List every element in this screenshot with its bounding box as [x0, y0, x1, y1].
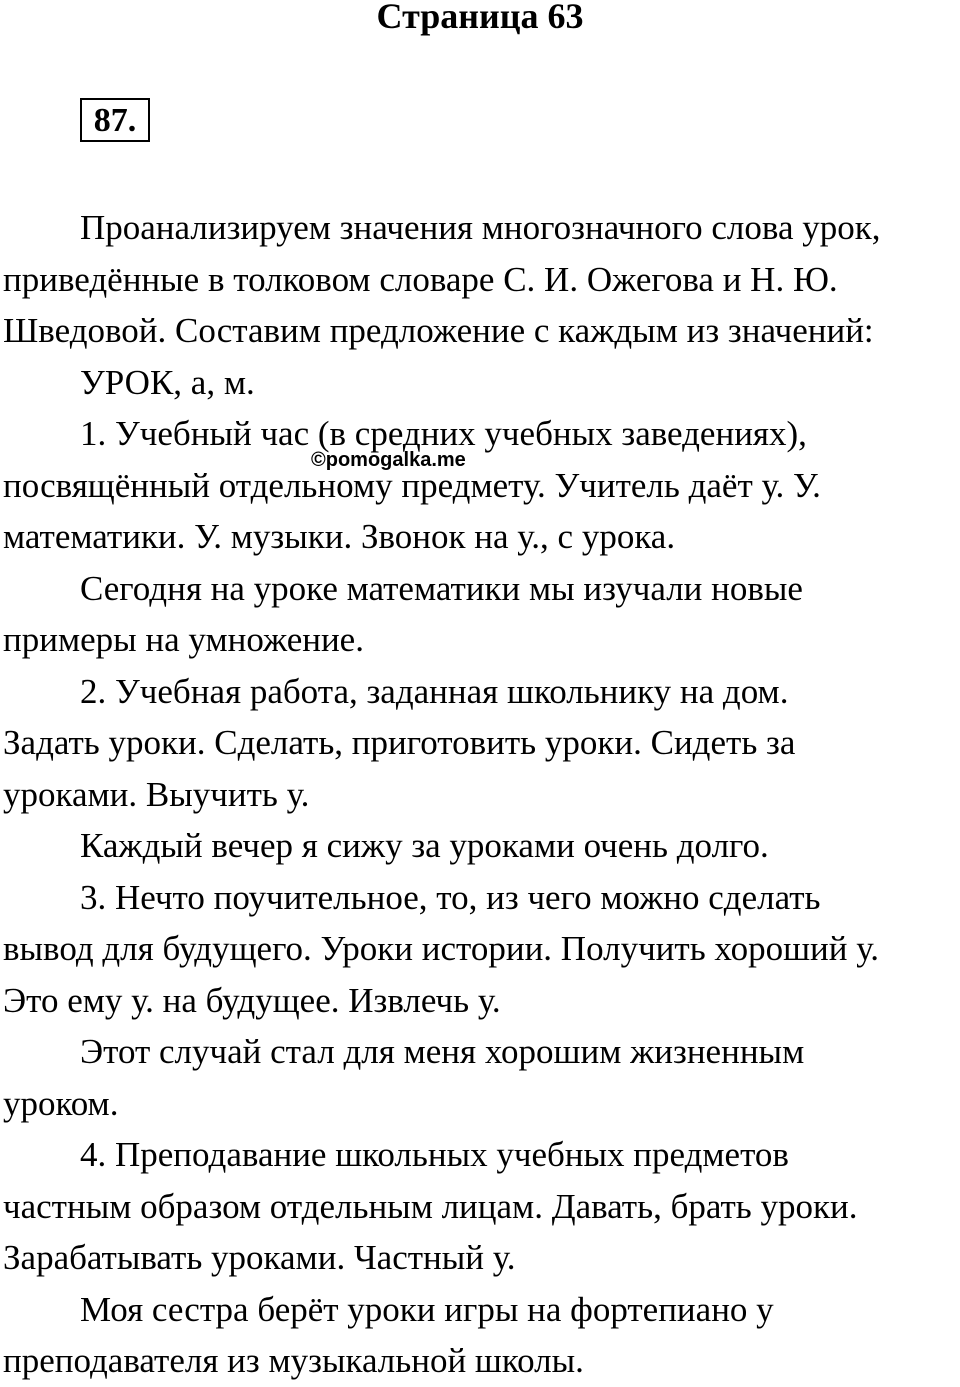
- text-line: Зарабатывать уроками. Частный у.: [3, 1238, 516, 1277]
- text-line: вывод для будущего. Уроки истории. Получить хороший у.: [3, 929, 879, 968]
- text-line: Каждый вечер я сижу за уроками очень долго.: [80, 826, 769, 865]
- page-title: Страница 63: [376, 0, 584, 36]
- text-line: уроком.: [3, 1083, 119, 1123]
- text-line: Моя сестра берёт уроки игры на фортепиано у: [80, 1289, 774, 1329]
- text-line: 1. Учебный час (в средних учебных заведениях),: [80, 414, 807, 453]
- text-line: посвящённый отдельному предмету. Учитель даёт у. У.: [3, 465, 821, 505]
- text-line: 3. Нечто поучительное, то, из чего можно сделать: [80, 877, 821, 917]
- task-number-box: 87.: [80, 98, 150, 142]
- text-line: Шведовой. Составим предложение с каждым из значений:: [3, 311, 874, 350]
- text-line: УРОК, а, м.: [80, 362, 255, 402]
- answer-text: [3, 202, 958, 1387]
- watermark: ©pomogalka.me: [311, 449, 466, 471]
- text-line: Сегодня на уроке математики мы изучали новые: [80, 568, 803, 608]
- text-line: 2. Учебная работа, заданная школьнику на дом.: [80, 671, 789, 711]
- text-line: Задать уроки. Сделать, приготовить уроки. Сидеть за: [3, 723, 796, 762]
- text-line: приведённые в толковом словаре С. И. Ожегова и Н. Ю.: [3, 259, 838, 299]
- text-line: Этот случай стал для меня хорошим жизненным: [80, 1032, 805, 1071]
- text-line: примеры на умножение.: [3, 620, 364, 659]
- text-line: преподавателя из музыкальной школы.: [3, 1341, 584, 1380]
- text-line: Проанализируем значения многозначного слова урок,: [80, 208, 881, 247]
- text-line: 4. Преподавание школьных учебных предметов: [80, 1135, 789, 1174]
- text-line: математики. У. музыки. Звонок на у., с урока.: [3, 517, 676, 556]
- text-line: частным образом отдельным лицам. Давать, брать уроки.: [3, 1186, 858, 1226]
- text-line: Это ему у. на будущее. Извлечь у.: [3, 980, 501, 1020]
- text-line: уроками. Выучить у.: [3, 774, 310, 814]
